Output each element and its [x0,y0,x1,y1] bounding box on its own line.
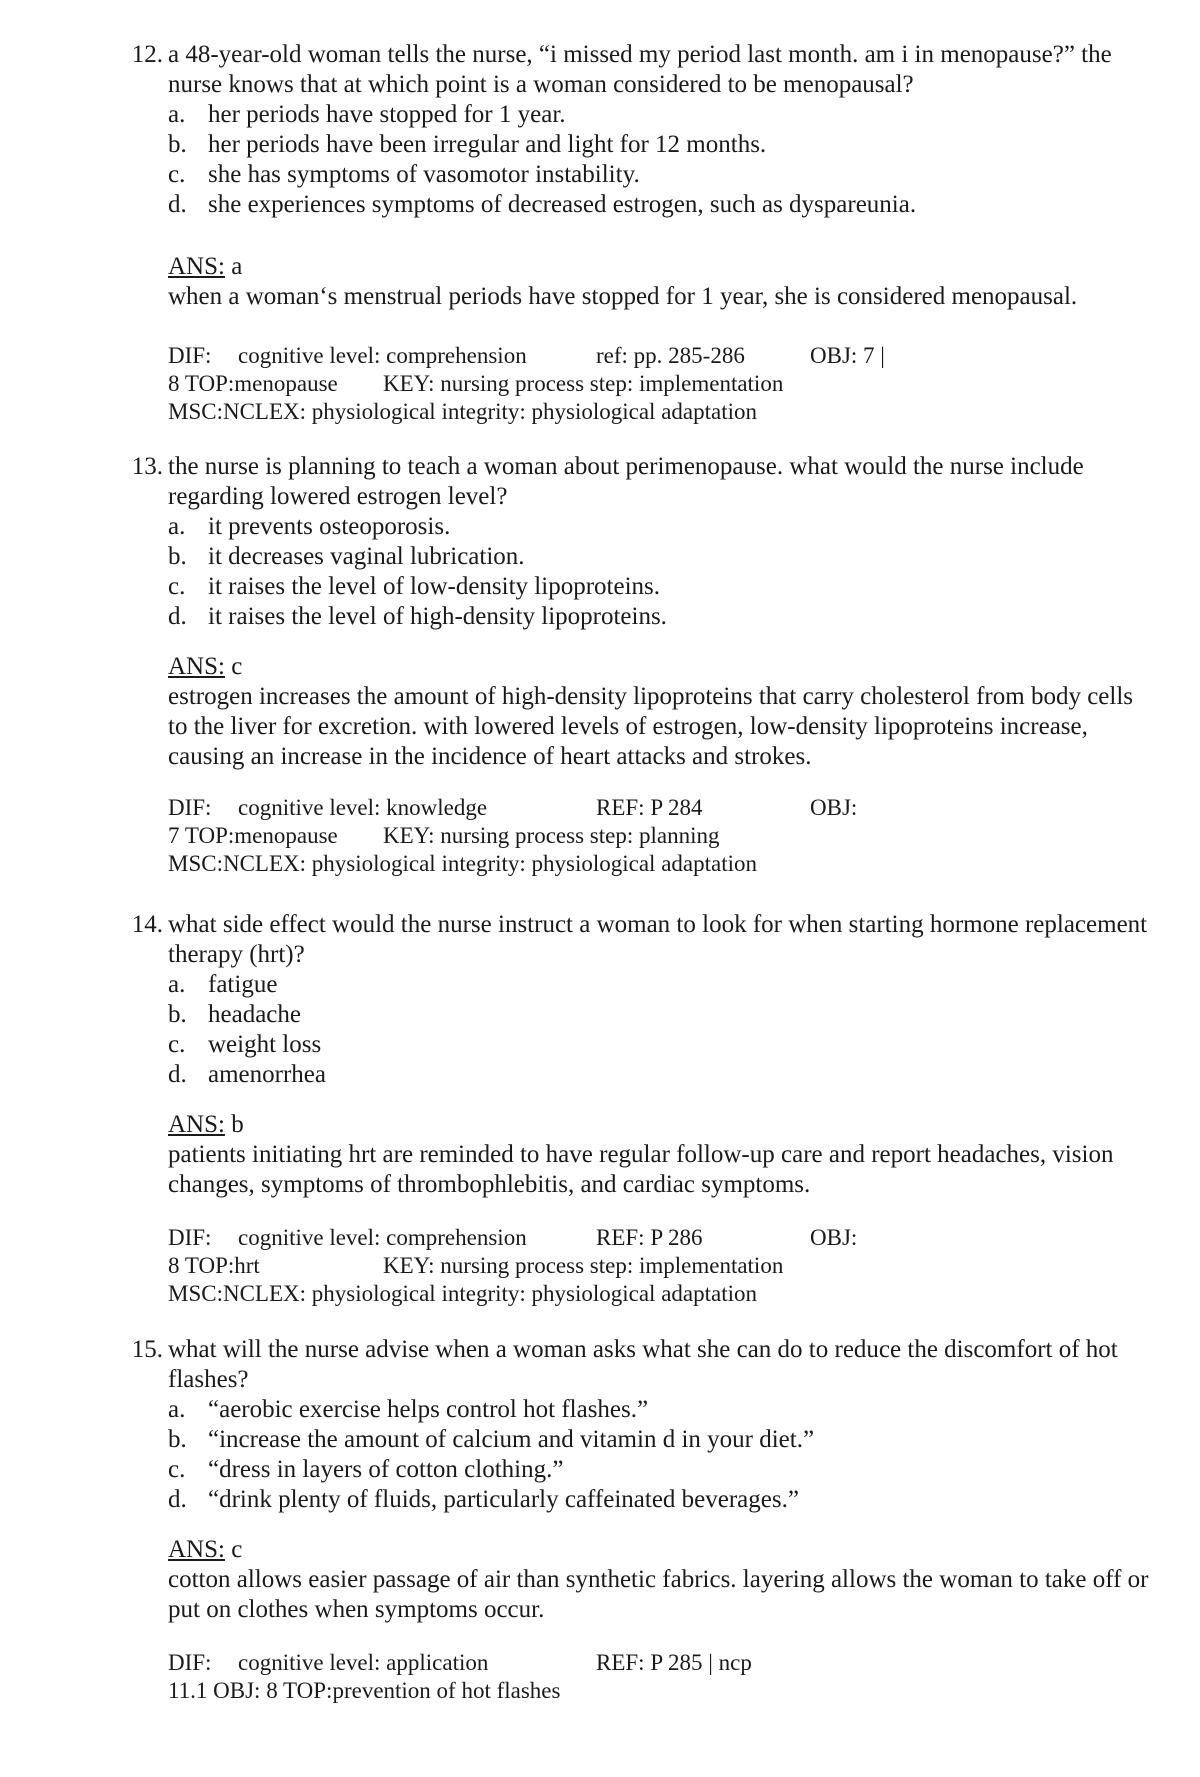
answer-value: a [231,253,243,280]
option-d [168,1485,1153,1515]
metadata-row [168,794,1153,822]
option-c [168,1455,1153,1485]
answer-line [168,1110,244,1140]
question-stem: the nurse is planning to teach a woman about perimenopause. what would the nurse include regarding lowered estrogen level? [168,453,1084,510]
option-letter: d. [168,1061,187,1088]
question-stem: what will the nurse advise when a woman asks what she can do to reduce the discomfort of hot flashes? [168,1336,1118,1393]
option-letter: a. [168,101,186,128]
metadata-row [168,398,1153,426]
option-text: it raises the level of high-density lipoproteins. [208,603,667,630]
key: KEY: nursing process step: planning [383,823,720,848]
option-letter: b. [168,1426,187,1453]
metadata-row [168,850,1153,878]
question-metadata [168,342,1153,426]
answer-line [168,252,242,282]
rationale: cotton allows easier passage of air than synthetic fabrics. layering allows the woman to take off or put on clothes when symptoms occur. [168,1566,1149,1623]
option-text: “increase the amount of calcium and vitamin d in your diet.” [208,1426,815,1453]
answer-label: ANS: [168,653,225,680]
question-number: 12. [131,41,163,68]
option-letter: b. [168,543,187,570]
option-text: she has symptoms of vasomotor instability. [208,161,640,188]
option-text: her periods have stopped for 1 year. [208,101,566,128]
option-c [168,572,1153,602]
dif-label: DIF: [168,795,212,820]
answer-line [168,1535,242,1565]
option-letter: d. [168,603,187,630]
question-metadata [168,1649,1153,1705]
option-text: “dress in layers of cotton clothing.” [208,1456,564,1483]
option-a [168,1395,1153,1425]
objective: OBJ: 7 | [810,343,885,368]
objective: OBJ: [810,795,858,820]
option-letter: a. [168,513,186,540]
option-text: fatigue [208,971,278,998]
topic: 8 TOP:hrt [168,1253,260,1278]
cognitive-level: cognitive level: knowledge [238,795,488,820]
key: KEY: nursing process step: implementation [383,371,784,396]
reference: ref: pp. 285-286 [596,343,745,368]
reference: REF: P 286 [596,1225,703,1250]
option-d [168,602,1153,632]
dif-label: DIF: [168,1225,212,1250]
option-text: “aerobic exercise helps control hot flashes.” [208,1396,649,1423]
option-c [168,160,1153,190]
question-stem: what side effect would the nurse instruct a woman to look for when starting hormone replacement therapy (hrt)? [168,911,1148,968]
metadata-row [168,822,1153,850]
key: KEY: nursing process step: implementation [383,1253,784,1278]
reference: REF: P 284 [596,795,703,820]
metadata-row [168,1677,1153,1705]
objective-topic: 11.1 OBJ: 8 TOP:prevention of hot flashes [168,1678,561,1703]
option-letter: c. [168,161,186,188]
msc: MSC:NCLEX: physiological integrity: physiological adaptation [168,399,757,424]
option-letter: b. [168,1001,187,1028]
cognitive-level: cognitive level: comprehension [238,343,527,368]
option-text: it prevents osteoporosis. [208,513,451,540]
option-c [168,1030,1153,1060]
topic: 7 TOP:menopause [168,823,338,848]
rationale: when a woman‘s menstrual periods have stopped for 1 year, she is considered menopausal. [168,283,1078,310]
answer-line [168,652,242,682]
topic: 8 TOP:menopause [168,371,338,396]
option-letter: c. [168,1031,186,1058]
option-text: weight loss [208,1031,322,1058]
option-b [168,130,1153,160]
option-text: her periods have been irregular and light for 12 months. [208,131,767,158]
question-stem: a 48-year-old woman tells the nurse, “i missed my period last month. am i in menopause?” the nurse knows that at which point is a woman considered to be menopausal? [168,41,1112,98]
rationale: patients initiating hrt are reminded to have regular follow-up care and report headaches, vision changes, symptoms of thrombophlebitis, and cardiac symptoms. [168,1141,1114,1198]
answer-value: b [231,1111,244,1138]
option-text: it raises the level of low-density lipoproteins. [208,573,660,600]
msc: MSC:NCLEX: physiological integrity: physiological adaptation [168,851,757,876]
answer-value: c [231,1536,243,1563]
dif-label: DIF: [168,343,212,368]
option-a [168,100,1153,130]
metadata-row [168,1280,1153,1308]
option-letter: d. [168,1486,187,1513]
option-text: amenorrhea [208,1061,326,1088]
option-text: headache [208,1001,301,1028]
question-number: 13. [131,453,163,480]
answer-value: c [231,653,243,680]
option-letter: c. [168,1456,186,1483]
answer-label: ANS: [168,253,225,280]
answer-label: ANS: [168,1111,225,1138]
metadata-row [168,1252,1153,1280]
reference: REF: P 285 | ncp [596,1650,752,1675]
option-text: it decreases vaginal lubrication. [208,543,525,570]
question-metadata [168,1224,1153,1308]
option-text: “drink plenty of fluids, particularly caffeinated beverages.” [208,1486,799,1513]
option-b [168,1425,1153,1455]
question-metadata [168,794,1153,878]
cognitive-level: cognitive level: application [238,1650,489,1675]
question-number: 15. [131,1336,163,1363]
option-d [168,190,1153,220]
option-a [168,970,1153,1000]
cognitive-level: cognitive level: comprehension [238,1225,527,1250]
option-letter: a. [168,1396,186,1423]
metadata-row [168,1224,1153,1252]
option-b [168,542,1153,572]
objective: OBJ: [810,1225,858,1250]
option-a [168,512,1153,542]
metadata-row [168,370,1153,398]
option-d [168,1060,1153,1090]
option-letter: b. [168,131,187,158]
option-text: she experiences symptoms of decreased estrogen, such as dyspareunia. [208,191,917,218]
rationale: estrogen increases the amount of high-density lipoproteins that carry cholesterol from body cells to the liver for excretion. with lowered levels of estrogen, low-density lipoproteins increase, causing an increase in the incidence of heart attacks and strokes. [168,683,1134,770]
dif-label: DIF: [168,1650,212,1675]
option-letter: d. [168,191,187,218]
option-b [168,1000,1153,1030]
question-number: 14. [131,911,163,938]
metadata-row [168,342,1153,370]
msc: MSC:NCLEX: physiological integrity: physiological adaptation [168,1281,757,1306]
option-letter: c. [168,573,186,600]
option-letter: a. [168,971,186,998]
answer-label: ANS: [168,1536,225,1563]
metadata-row [168,1649,1153,1677]
